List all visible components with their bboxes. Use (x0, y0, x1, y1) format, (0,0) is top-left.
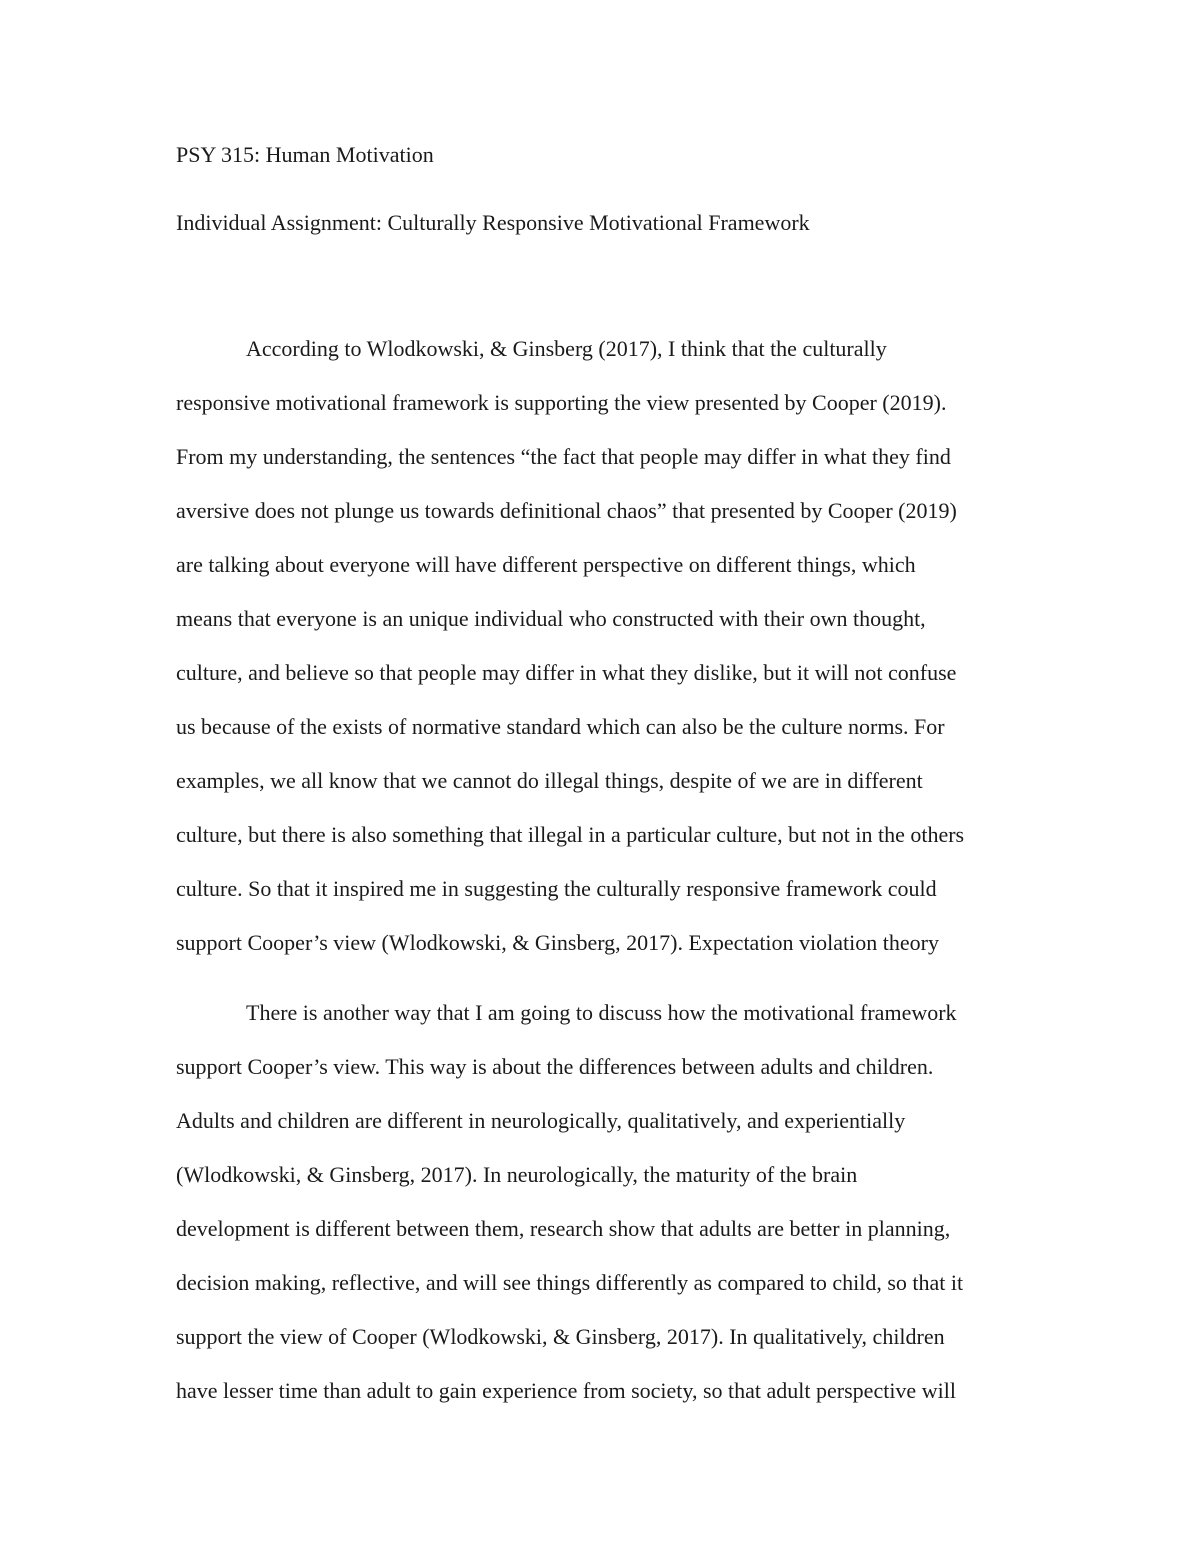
course-title: PSY 315: Human Motivation (176, 142, 434, 167)
paragraph-line: culture, and believe so that people may differ in what they dislike, but it will not confuse (176, 660, 957, 685)
paragraph-line: examples, we all know that we cannot do illegal things, despite of we are in different (176, 768, 923, 793)
paragraph-line: aversive does not plunge us towards definitional chaos” that presented by Cooper (2019) (176, 498, 957, 523)
paragraph-line: Adults and children are different in neurologically, qualitatively, and experientially (176, 1108, 906, 1133)
paragraph-line: There is another way that I am going to discuss how the motivational framework (246, 1000, 957, 1025)
paragraph-line: have lesser time than adult to gain experience from society, so that adult perspective will (176, 1378, 956, 1403)
paragraph-line: support the view of Cooper (Wlodkowski, & Ginsberg, 2017). In qualitatively, children (176, 1324, 945, 1349)
assignment-title: Individual Assignment: Culturally Responsive Motivational Framework (176, 210, 810, 235)
paragraph-line: support Cooper’s view. This way is about the differences between adults and children. (176, 1054, 934, 1079)
paragraph-line: development is different between them, research show that adults are better in planning, (176, 1216, 951, 1241)
paragraph-line: means that everyone is an unique individual who constructed with their own thought, (176, 606, 926, 631)
paragraph-line: are talking about everyone will have different perspective on different things, which (176, 552, 916, 577)
paragraph-line: From my understanding, the sentences “the fact that people may differ in what they find (176, 444, 951, 469)
paragraph-line: us because of the exists of normative standard which can also be the culture norms. For (176, 714, 945, 739)
paragraph-line: support Cooper’s view (Wlodkowski, & Ginsberg, 2017). Expectation violation theory (176, 930, 939, 955)
paragraph-line: According to Wlodkowski, & Ginsberg (2017), I think that the culturally (246, 336, 887, 361)
paragraph-line: decision making, reflective, and will see things differently as compared to child, so that it (176, 1270, 964, 1295)
paragraph-line: culture, but there is also something that illegal in a particular culture, but not in the others (176, 822, 965, 847)
paragraph-line: culture. So that it inspired me in suggesting the culturally responsive framework could (176, 876, 937, 901)
paragraph-line: responsive motivational framework is supporting the view presented by Cooper (2019). (176, 390, 947, 415)
paragraph-line: (Wlodkowski, & Ginsberg, 2017). In neurologically, the maturity of the brain (176, 1162, 858, 1187)
